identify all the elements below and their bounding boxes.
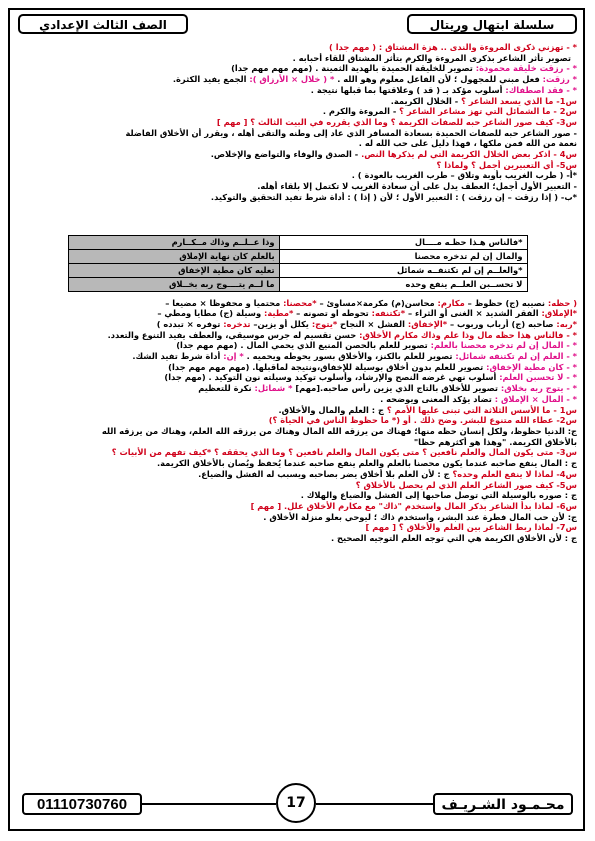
text-line [18, 394, 577, 405]
text-span: يكلل أو يزين– [250, 318, 309, 329]
text-line [18, 106, 577, 117]
text-line [18, 426, 577, 437]
text-span: أسلوب نهي غرضه النصح والإرشاد، وأسلوب توكيد وسيلته نون التوكيد . (مهم جدا) [164, 372, 497, 383]
verse-second-half: ما لــم يتــــوج ربه بخــلاق [68, 277, 279, 291]
text-span: الجمع يفيد الكثرة. [172, 74, 247, 85]
text-span: * - يتوج ربه بخلاق: [498, 383, 577, 394]
verse-analysis-part2 [18, 298, 577, 544]
verse-first-half: لا تحســبن العلــم ينفع وحده [279, 277, 527, 291]
text-span: نصيبه (ج) حظوظ – [464, 297, 546, 308]
text-span: ج : العلم والمال والأخلاق. [278, 404, 387, 415]
text-span: تصوير للعلم بالحصن المنيع الذي يحمي المال . (مهم مهم جدا) [176, 340, 428, 351]
text-span: *ب- ( إذا رزقت – إن رزقت ) : التعبير الأول ؛ لأن ( إذا ) : أداة شرط تفيد التحقيق والتوكيد. [210, 191, 577, 202]
text-span: س7- لماذا ربط الشاعر بين العلم والأخلاق ؟ [ مهم ] [365, 522, 577, 533]
text-line [18, 96, 577, 107]
text-line [18, 362, 577, 373]
text-line [18, 138, 577, 149]
text-span: محتميا و محفوظا × مضيعا – [165, 297, 281, 308]
text-span: *الإملاق: [538, 308, 577, 319]
text-line [18, 490, 577, 501]
text-span: س5- كيف صور الشاعر العلم الذي لم يحصل بالأخلاق ؟ [355, 479, 577, 490]
text-span: حسن تقسيم له جرس موسيقي، والعطف يفيد التنوع والتعدد. [107, 329, 357, 340]
text-span: ( حظه: [545, 297, 577, 308]
text-line [18, 522, 577, 533]
series-title: سلسلة ابتهال وريتال [407, 14, 577, 34]
text-line [18, 501, 577, 512]
phone-number: 01110730760 [22, 793, 142, 815]
text-line [18, 415, 577, 426]
text-span: ج : لأن العلم بلا أخلاق يضر بصاحبه ويسبب له الفشل والضياع. [198, 468, 453, 479]
author-name: محـمـود الشـريـف [433, 793, 573, 815]
text-span: *أ- ( طرب الغريب بأوبة وتلاق – طرب الغريب بالعودة ) . [351, 170, 577, 181]
text-span: تصوير تأثر الشاعر بذكرى المروءة والكرم بتأثر المشتاق للقاء أحبابه . [292, 52, 571, 63]
text-span: مكارم: [434, 297, 465, 308]
footer-rule-right [316, 803, 435, 805]
text-span: فعل مبني للمجهول ؛ لأن الفاعل معلوم وهو الله . [334, 74, 540, 85]
text-span: تضاد يؤكد المعنى ويوضحه . [380, 393, 492, 404]
text-line [18, 42, 577, 53]
text-span: تصوير للأخلاق بالتاج الذي يزين رأس صاحبه.[مهم] [295, 383, 499, 394]
text-span: تدخره: [220, 318, 251, 329]
text-span: بالأخلاق الكريمة. "وهذا هو أكثرهم حظا" [413, 436, 577, 447]
text-span: الفقر الشديد × الغنى أو الثراء – [405, 308, 539, 319]
text-span: س3- كيف صور الشاعر حبه للصفات الكريمة ؟ وما الذي يقرره في البيت الثالث ؟ [ مهم ] [216, 116, 577, 127]
verse-first-half: *والعلــم إن لم تكتنفــه شمائل [279, 263, 527, 277]
poem-verses-table [68, 235, 528, 292]
text-span: ج: الدنيا حظوظ، ولكل إنسان حظه منها؛ فهناك من يرزقه الله المال وهناك من يرزقه الله العلم، وهناك من يرزقه الله [101, 425, 577, 436]
text-span: صاحبه (ج) أرباب وربوب – [447, 318, 554, 329]
text-span: توفره × تبدده ) [156, 318, 221, 329]
text-span: * - المال × الإملاق : [491, 393, 577, 404]
text-span: * ( خلال × الأرزاق ): [246, 74, 335, 85]
text-line [18, 458, 577, 469]
text-span: س1 - ما الأسس الثلاثة التي تبنى عليها الأمم ؟ [386, 404, 577, 415]
text-span: - التعبير الأول أجمل؛ العطف يدل على أن سعادة الغريب لا تكتمل إلا بلقاء أهله. [257, 181, 577, 192]
text-line [18, 74, 577, 85]
text-span: وسيلة (ج) مطايا ومطي – [157, 308, 262, 319]
verse-first-half: *فالناس هـذا حظـه مــــال [279, 235, 527, 249]
text-line [18, 437, 577, 448]
text-line [18, 372, 577, 383]
text-span: تصوير للعلم بالكنز، والأخلاق بسور يحوطه ويحميه . [243, 351, 453, 362]
text-span: - الخلال الكريمة. [390, 95, 462, 106]
text-line [18, 308, 577, 319]
text-line [18, 469, 577, 480]
text-span: س1- ما الذي يسعد الشاعر ؟ [461, 95, 577, 106]
text-span: * - كان مطية الإخفاق: [483, 361, 577, 372]
text-span: نكرة للتعظيم [198, 383, 252, 394]
text-span: *محصنا: [280, 297, 317, 308]
text-span: تصوير للعلم بدون أخلاق بوسيلة للإخفاق،ونتيجة لماقبلها. (مهم مهم مهم جدا) [168, 361, 484, 372]
text-span: *يتوج: [308, 318, 338, 329]
text-line [18, 340, 577, 351]
text-span: س4- لماذا لا ينفع العلم وحده؟ [452, 468, 577, 479]
verse-second-half: بالعلم كان نهاية الإملاق [68, 249, 279, 263]
footer-rule-left [142, 803, 276, 805]
text-span: * - رزقت خليقة محمودة: [472, 63, 577, 74]
text-line [18, 53, 577, 64]
text-span: ج : صوره بالوسيلة التي توصل صاحبها إلى الفشل والضياع والهلاك . [300, 490, 577, 501]
text-span: تصوير للخليقة الحميدة بالهدية الثمينة . (مهم مهم مهم جدا) [231, 63, 473, 74]
text-span: *ربه: [553, 318, 577, 329]
poem-row [68, 249, 527, 263]
text-line [18, 330, 577, 341]
poem-row [68, 263, 527, 277]
text-line [18, 149, 577, 160]
text-line [18, 117, 577, 128]
text-span: * شمائل: [251, 383, 296, 394]
text-span: الفشل × النجاح [337, 318, 405, 329]
page-number: 17 [276, 783, 316, 823]
text-span: س2 - ما الشمائل التي تهز مشاعر الشاعر ؟ [399, 106, 577, 117]
text-span: س4 - اذكر بعض الخلال الكريمة التي لم يذكرها النص. [361, 149, 577, 160]
verse-analysis-part1 [18, 42, 577, 203]
text-span: ج : المال ينفع صاحبه عندما يكون محصنا بالعلم والعلم ينفع صاحبه عندما يُحفظ ويُصان بالأخلاق الكريمة. [156, 458, 577, 469]
text-line [18, 128, 577, 139]
page-footer [0, 783, 595, 823]
text-span: * رزقت: [539, 74, 577, 85]
text-line [18, 351, 577, 362]
lesson-content [18, 42, 577, 544]
text-line [18, 298, 577, 309]
text-span: * - العلم إن لم تكتنفه شمائل: [452, 351, 577, 362]
text-span: تحوطه او تصونه – [293, 308, 369, 319]
text-span: - صور الشاعر حبه للصفات الحميدة بسعادة المسافر الذي عاد إلى وطنه والتقى أهله ، ويقرر أن الأخلاق الفاضلة [125, 127, 577, 138]
text-span: * - لا تحسبن العلم: [496, 372, 577, 383]
text-span: - الصدق والوفاء والتواضع والإخلاص. [210, 149, 362, 160]
text-line [18, 160, 577, 171]
text-line [18, 170, 577, 181]
text-span: ج : لأن الأخلاق الكريمة هي التي توجه العلم التوجيه الصحيح . [330, 533, 577, 544]
text-span: ج: لأن حب المال فطرة عند البشر، واستخدم ذاك ؛ ليوحي بعلو منزلة الأخلاق . [263, 511, 577, 522]
text-line [18, 480, 577, 491]
text-span: * إن: [220, 351, 244, 362]
text-span: *تكتنفه: [368, 308, 406, 319]
text-line [18, 192, 577, 203]
text-line [18, 63, 577, 74]
grade-label: الصف الثالث الإعدادي [18, 14, 188, 34]
text-span: س3- متى يكون المال والعلم نافعين ؟ متى يكون المال والعلم نافعين ؟ وما الذي يحققه ؟ *كيف تفهم من الأبيات ؟ [111, 447, 577, 458]
text-span: * - المال إن لم تدخره محصنا بالعلم: [427, 340, 577, 351]
text-line [18, 447, 577, 458]
text-span: * - فالناس هذا حظه مال وذا علم وذاك مكارم الأخلاق: [356, 329, 577, 340]
text-span: س2- عطاء الله متنوع للبشر. وضح ذلك . أو (* ما حظوظ الناس في الحياة ؟) [268, 415, 577, 426]
text-span: - المروءة والكرم . [322, 106, 400, 117]
poem-row [68, 277, 527, 291]
text-span: نعمة من الله فمن ملكها ، فهذا دليل على حب الله له . [358, 138, 577, 149]
text-line [18, 533, 577, 544]
text-line [18, 181, 577, 192]
text-span: أداة شرط تفيد الشك. [132, 351, 221, 362]
text-span: س6- لماذا بدأ الشاعر بذكر المال واستخدم "ذاك" مع مكارم الأخلاق علل. [ مهم ] [250, 500, 577, 511]
text-span: *الإخفاق: [405, 318, 448, 329]
poem-row [68, 235, 527, 249]
verse-first-half: والمال إن لم تدخره محصنا [279, 249, 527, 263]
text-line [18, 512, 577, 523]
text-span: س5- أي التعبيرين أجمل ؟ ولماذا ؟ [436, 159, 577, 170]
text-span: *مطية: [261, 308, 294, 319]
verse-second-half: تعليه كان مطية الإخفاق [68, 263, 279, 277]
spacer [18, 203, 577, 231]
text-line [18, 319, 577, 330]
verse-second-half: وذا عــلــم وذاك مــكــارم [68, 235, 279, 249]
text-line [18, 383, 577, 394]
text-line [18, 405, 577, 416]
text-span: * - فقد اصطفاك: [502, 84, 577, 95]
text-span: أسلوب مؤكد بـ ( قد ) وعلاقتها بما قبلها نتيجة . [310, 84, 503, 95]
text-span: * - تهزني ذكرى المروءة والندى .. هزة المشتاق : ( مهم جدا ) [329, 42, 577, 52]
text-span: محاسن(م) مكرمة×مساوئ – [316, 297, 435, 308]
text-line [18, 85, 577, 96]
